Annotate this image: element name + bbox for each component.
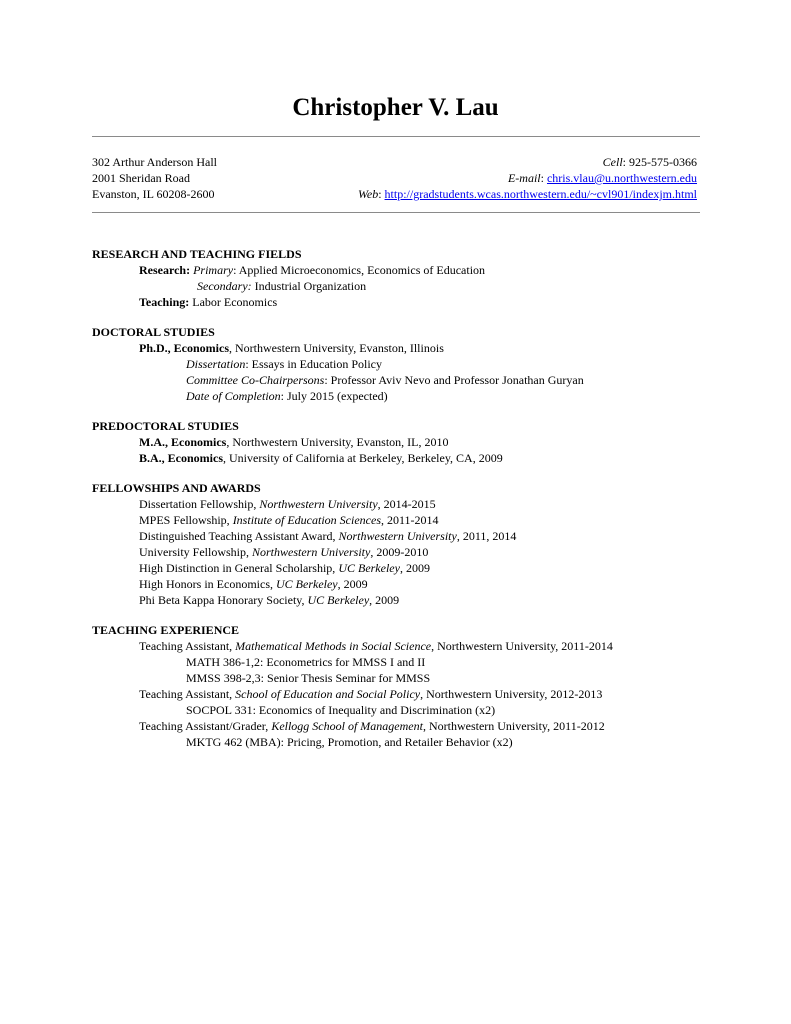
email-link[interactable]: chris.vlau@u.northwestern.edu	[546, 171, 697, 185]
contact-details	[358, 154, 697, 202]
award-year: , 2009	[337, 577, 368, 591]
award-item	[92, 592, 712, 608]
award-year: , 2009	[369, 593, 400, 607]
award-org: Northwestern University	[338, 529, 457, 543]
section-predoctoral-studies	[92, 418, 712, 466]
research-label: Research:	[139, 263, 191, 277]
award-org: Institute of Education Sciences	[232, 513, 381, 527]
section-teaching-experience	[92, 622, 712, 750]
position-line	[92, 638, 712, 654]
award-item	[92, 544, 712, 560]
cell-line	[358, 154, 697, 170]
position-rest: , Northwestern University, 2011-2014	[431, 639, 613, 653]
cv-content	[92, 246, 712, 764]
section-title: TEACHING EXPERIENCE	[92, 623, 240, 637]
award-year: , 2014-2015	[377, 497, 436, 511]
section-title: RESEARCH AND TEACHING FIELDS	[92, 247, 302, 261]
award-name: University Fellowship,	[139, 545, 252, 559]
course-detail: MKTG 462 (MBA): Pricing, Promotion, and Retailer Behavior (x2)	[186, 735, 513, 749]
committee-line	[92, 372, 712, 388]
course-detail: SOCPOL 331: Economics of Inequality and Discrimination (x2)	[186, 703, 496, 717]
section-title: FELLOWSHIPS AND AWARDS	[92, 481, 261, 495]
award-item	[92, 496, 712, 512]
address-line: 302 Arthur Anderson Hall	[92, 155, 217, 169]
section-fellowships-awards	[92, 480, 712, 608]
degree-name: B.A., Economics	[139, 451, 223, 465]
phd-line	[92, 340, 712, 356]
degree-institution: , Northwestern University, Evanston, IL, 2010	[226, 435, 449, 449]
web-link[interactable]: http://gradstudents.wcas.northwestern.edu/~cvl901/indexjm.html	[384, 187, 697, 201]
address-line: 2001 Sheridan Road	[92, 171, 190, 185]
web-line	[358, 186, 697, 202]
award-item	[92, 528, 712, 544]
position-course: Kellogg School of Management	[271, 719, 423, 733]
position-role: Teaching Assistant,	[139, 639, 236, 653]
degree-name: M.A., Economics	[139, 435, 227, 449]
position-line	[92, 718, 712, 734]
teaching-value: Labor Economics	[189, 295, 278, 309]
award-item	[92, 512, 712, 528]
degree-line	[92, 450, 712, 466]
dissertation-value: : Essays in Education Policy	[245, 357, 382, 371]
course-detail: MATH 386-1,2: Econometrics for MMSS I and II	[186, 655, 426, 669]
section-doctoral-studies	[92, 324, 712, 404]
cv-name: Christopher V. Lau	[292, 94, 499, 121]
course-detail: MMSS 398-2,3: Senior Thesis Seminar for MMSS	[186, 671, 431, 685]
committee-value: : Professor Aviv Nevo and Professor Jonathan Guryan	[324, 373, 584, 387]
award-name: Distinguished Teaching Assistant Award,	[139, 529, 339, 543]
degree-institution: , University of California at Berkeley, Berkeley, CA, 2009	[223, 451, 503, 465]
award-org: Northwestern University	[259, 497, 378, 511]
email-sep: :	[540, 171, 547, 185]
dissertation-line	[92, 356, 712, 372]
award-item	[92, 576, 712, 592]
phd-degree: Ph.D., Economics	[139, 341, 229, 355]
award-org: UC Berkeley	[338, 561, 400, 575]
position-role: Teaching Assistant/Grader,	[139, 719, 272, 733]
secondary-value: Industrial Organization	[251, 279, 367, 293]
cell-value: : 925-575-0366	[622, 155, 697, 169]
completion-label: Date of Completion	[186, 389, 281, 403]
email-label: E-mail	[507, 171, 541, 185]
award-org: Northwestern University	[252, 545, 371, 559]
award-year: , 2009	[399, 561, 430, 575]
award-name: Phi Beta Kappa Honorary Society,	[139, 593, 308, 607]
teaching-field-line	[92, 294, 712, 310]
award-name: High Distinction in General Scholarship,	[139, 561, 339, 575]
contact-address	[92, 154, 217, 202]
committee-label: Committee Co-Chairpersons	[186, 373, 325, 387]
web-label: Web	[357, 187, 379, 201]
cell-label: Cell	[602, 155, 623, 169]
header-bottom-rule	[92, 212, 700, 213]
award-name: MPES Fellowship,	[139, 513, 233, 527]
award-year: , 2011-2014	[380, 513, 439, 527]
web-sep: :	[378, 187, 385, 201]
header-top-rule	[92, 136, 700, 137]
completion-line	[92, 388, 712, 404]
teaching-label: Teaching:	[139, 295, 190, 309]
phd-institution: , Northwestern University, Evanston, Illinois	[229, 341, 444, 355]
section-research-fields	[92, 246, 712, 310]
position-line	[92, 686, 712, 702]
primary-label: Primary	[193, 263, 234, 277]
email-line	[358, 170, 697, 186]
secondary-line	[92, 278, 712, 294]
award-name: Dissertation Fellowship,	[139, 497, 260, 511]
secondary-label: Secondary:	[197, 279, 252, 293]
primary-value: : Applied Microeconomics, Economics of Education	[233, 263, 486, 277]
section-title: DOCTORAL STUDIES	[92, 325, 215, 339]
award-item	[92, 560, 712, 576]
award-year: , 2009-2010	[370, 545, 429, 559]
section-title: PREDOCTORAL STUDIES	[92, 419, 239, 433]
degree-line	[92, 434, 712, 450]
position-course: School of Education and Social Policy	[235, 687, 421, 701]
dissertation-label: Dissertation	[186, 357, 246, 371]
research-line	[92, 262, 712, 278]
position-rest: , Northwestern University, 2012-2013	[420, 687, 603, 701]
position-rest: , Northwestern University, 2011-2012	[422, 719, 605, 733]
award-year: , 2011, 2014	[456, 529, 517, 543]
address-line: Evanston, IL 60208-2600	[92, 187, 215, 201]
award-name: High Honors in Economics,	[139, 577, 276, 591]
position-course: Mathematical Methods in Social Science	[235, 639, 432, 653]
award-org: UC Berkeley	[276, 577, 338, 591]
completion-value: : July 2015 (expected)	[280, 389, 388, 403]
award-org: UC Berkeley	[307, 593, 370, 607]
position-role: Teaching Assistant,	[139, 687, 236, 701]
